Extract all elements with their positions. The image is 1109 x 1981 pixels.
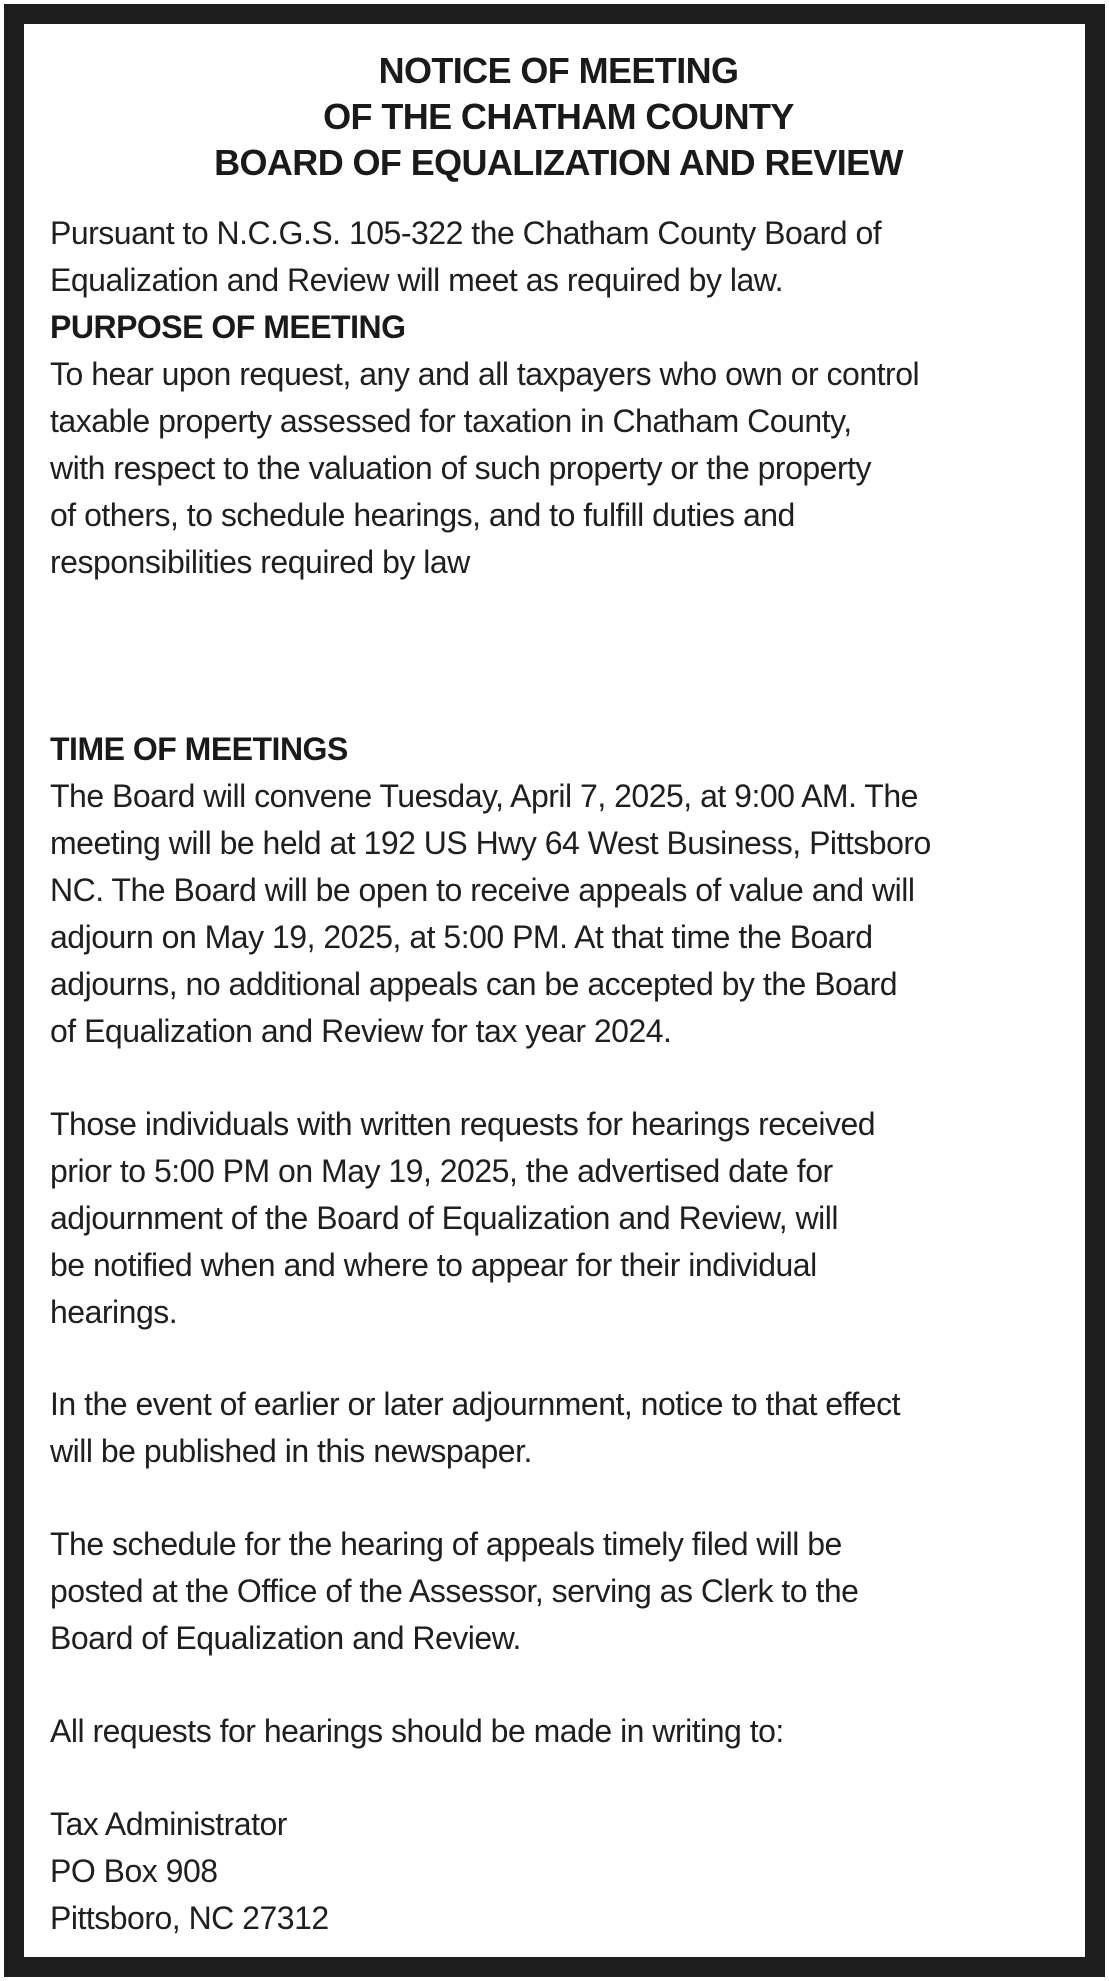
text-line: of others, to schedule hearings, and to fulfill duties and [50,497,795,533]
text-line: adjourn on May 19, 2025, at 5:00 PM. At that time the Board [50,919,873,955]
text-line: adjourns, no additional appeals can be accepted by the Board [50,966,898,1002]
address-line: Pittsboro, NC 27312 [50,1900,329,1936]
text-line: Equalization and Review will meet as required by law. [50,262,783,298]
text-line: meeting will be held at 192 US Hwy 64 West Business, Pittsboro [50,825,931,861]
text-line: Board of Equalization and Review. [50,1620,521,1656]
text-line: with respect to the valuation of such property or the property [50,450,872,486]
requests-paragraph [50,1101,1067,1336]
text-line: responsibilities required by law [50,544,470,580]
mailing-address [50,1801,1067,1942]
text-line: All requests for hearings should be made in writing to: [50,1713,784,1749]
text-line: taxable property assessed for taxation in Chatham County, [50,403,852,439]
text-line: prior to 5:00 PM on May 19, 2025, the advertised date for [50,1153,833,1189]
text-line: Pursuant to N.C.G.S. 105-322 the Chatham County Board of [50,215,882,251]
time-paragraph [50,773,1067,1055]
title-line: BOARD OF EQUALIZATION AND REVIEW [214,142,903,183]
notice-title [50,48,1067,186]
text-line: In the event of earlier or later adjournment, notice to that effect [50,1386,900,1422]
text-line: will be published in this newspaper. [50,1433,532,1469]
text-line: hearings. [50,1294,178,1330]
time-heading: TIME OF MEETINGS [50,731,348,767]
text-line: The Board will convene Tuesday, April 7, 2025, at 9:00 AM. The [50,778,918,814]
title-line: NOTICE OF MEETING [378,50,739,91]
title-line: OF THE CHATHAM COUNTY [323,96,794,137]
intro-paragraph [50,210,1067,304]
text-line: of Equalization and Review for tax year 2024. [50,1013,672,1049]
purpose-heading: PURPOSE OF MEETING [50,309,406,345]
text-line: be notified when and where to appear for their individual [50,1247,817,1283]
text-line: Those individuals with written requests for hearings received [50,1106,876,1142]
schedule-paragraph [50,1521,1067,1662]
text-line: NC. The Board will be open to receive appeals of value and will [50,872,915,908]
text-line: To hear upon request, any and all taxpayers who own or control [50,356,920,392]
text-line: adjournment of the Board of Equalization and Review, will [50,1200,838,1236]
notice-border [4,4,1105,1977]
writing-paragraph [50,1708,1067,1755]
address-line: Tax Administrator [50,1806,287,1842]
adjournment-paragraph [50,1381,1067,1475]
purpose-paragraph [50,351,1067,586]
text-line: posted at the Office of the Assessor, serving as Clerk to the [50,1573,859,1609]
text-line: The schedule for the hearing of appeals timely filed will be [50,1526,842,1562]
address-line: PO Box 908 [50,1853,218,1889]
